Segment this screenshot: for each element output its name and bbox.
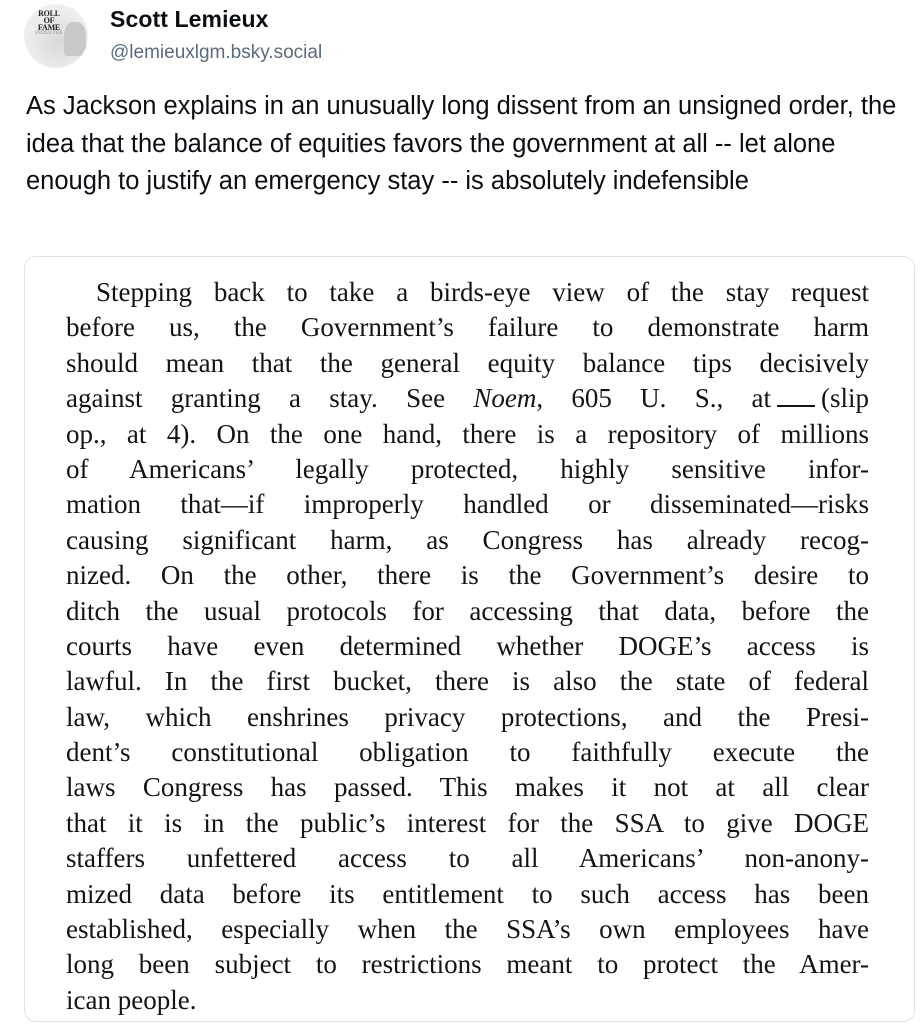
opinion-line: staffers unfettered access to all Americans’ non-anony- [66, 843, 869, 874]
opinion-line-citation [66, 381, 869, 416]
opinion-line: before us, the Government’s failure to demonstrate harm [66, 312, 869, 343]
citation-blank [777, 385, 815, 407]
roll-of-fame-logo [34, 10, 64, 37]
avatar[interactable] [24, 4, 88, 68]
opinion-line: of Americans’ legally protected, highly sensitive infor- [66, 453, 869, 484]
author-display-name[interactable]: Scott Lemieux [110, 6, 269, 32]
opinion-line: laws Congress has passed. This makes it not at all clear [66, 772, 869, 803]
opinion-excerpt [66, 275, 869, 1018]
post-image[interactable] [24, 256, 915, 1022]
citation-text-after: (slip [820, 383, 869, 414]
avatar-figure [64, 22, 86, 56]
logo-subtitle: INDUCTEE [35, 31, 63, 36]
citation-case-name: Noem [473, 383, 537, 414]
opinion-line: nized. On the other, there is the Government’s desire to [66, 560, 869, 591]
opinion-line: courts have even determined whether DOGE’s access is [66, 630, 869, 661]
opinion-line: ditch the usual protocols for accessing that data, before the [66, 595, 869, 626]
citation-text-middle: , 605 U. S., at [536, 383, 771, 414]
opinion-line: dent’s constitutional obligation to faithfully execute the [66, 737, 869, 768]
opinion-line: that it is in the public’s interest for the SSA to give DOGE [66, 807, 869, 838]
opinion-line: Stepping back to take a birds-eye view of the stay request [96, 277, 869, 307]
post-text: As Jackson explains in an unusually long dissent from an unsigned order, the idea that the balance of equities favors the government at all -- let alone enough to justify an emergency stay -- is absolutely indefensible [26, 92, 897, 195]
citation-text-before: against granting a stay. See [66, 383, 474, 414]
author-handle[interactable]: @lemieuxlgm.bsky.social [110, 42, 323, 63]
opinion-line: law, which enshrines privacy protections, and the Presi- [66, 701, 869, 732]
opinion-line: causing significant harm, as Congress has already recog- [66, 524, 869, 555]
opinion-line: ican people. [66, 984, 197, 1015]
opinion-line: mized data before its entitlement to such access has been [66, 878, 869, 909]
logo-line-1: ROLL [38, 9, 60, 18]
opinion-line: established, especially when the SSA’s own employees have [66, 914, 869, 945]
opinion-line: lawful. In the first bucket, there is also the state of federal [66, 666, 869, 697]
opinion-line: long been subject to restrictions meant to protect the Amer- [66, 949, 869, 980]
opinion-line: op., at 4). On the one hand, there is a repository of millions [66, 418, 869, 449]
logo-line-2: OF FAME [37, 16, 61, 32]
opinion-line: mation that—if improperly handled or disseminated—risks [66, 489, 869, 520]
opinion-line: should mean that the general equity balance tips decisively [66, 347, 869, 378]
